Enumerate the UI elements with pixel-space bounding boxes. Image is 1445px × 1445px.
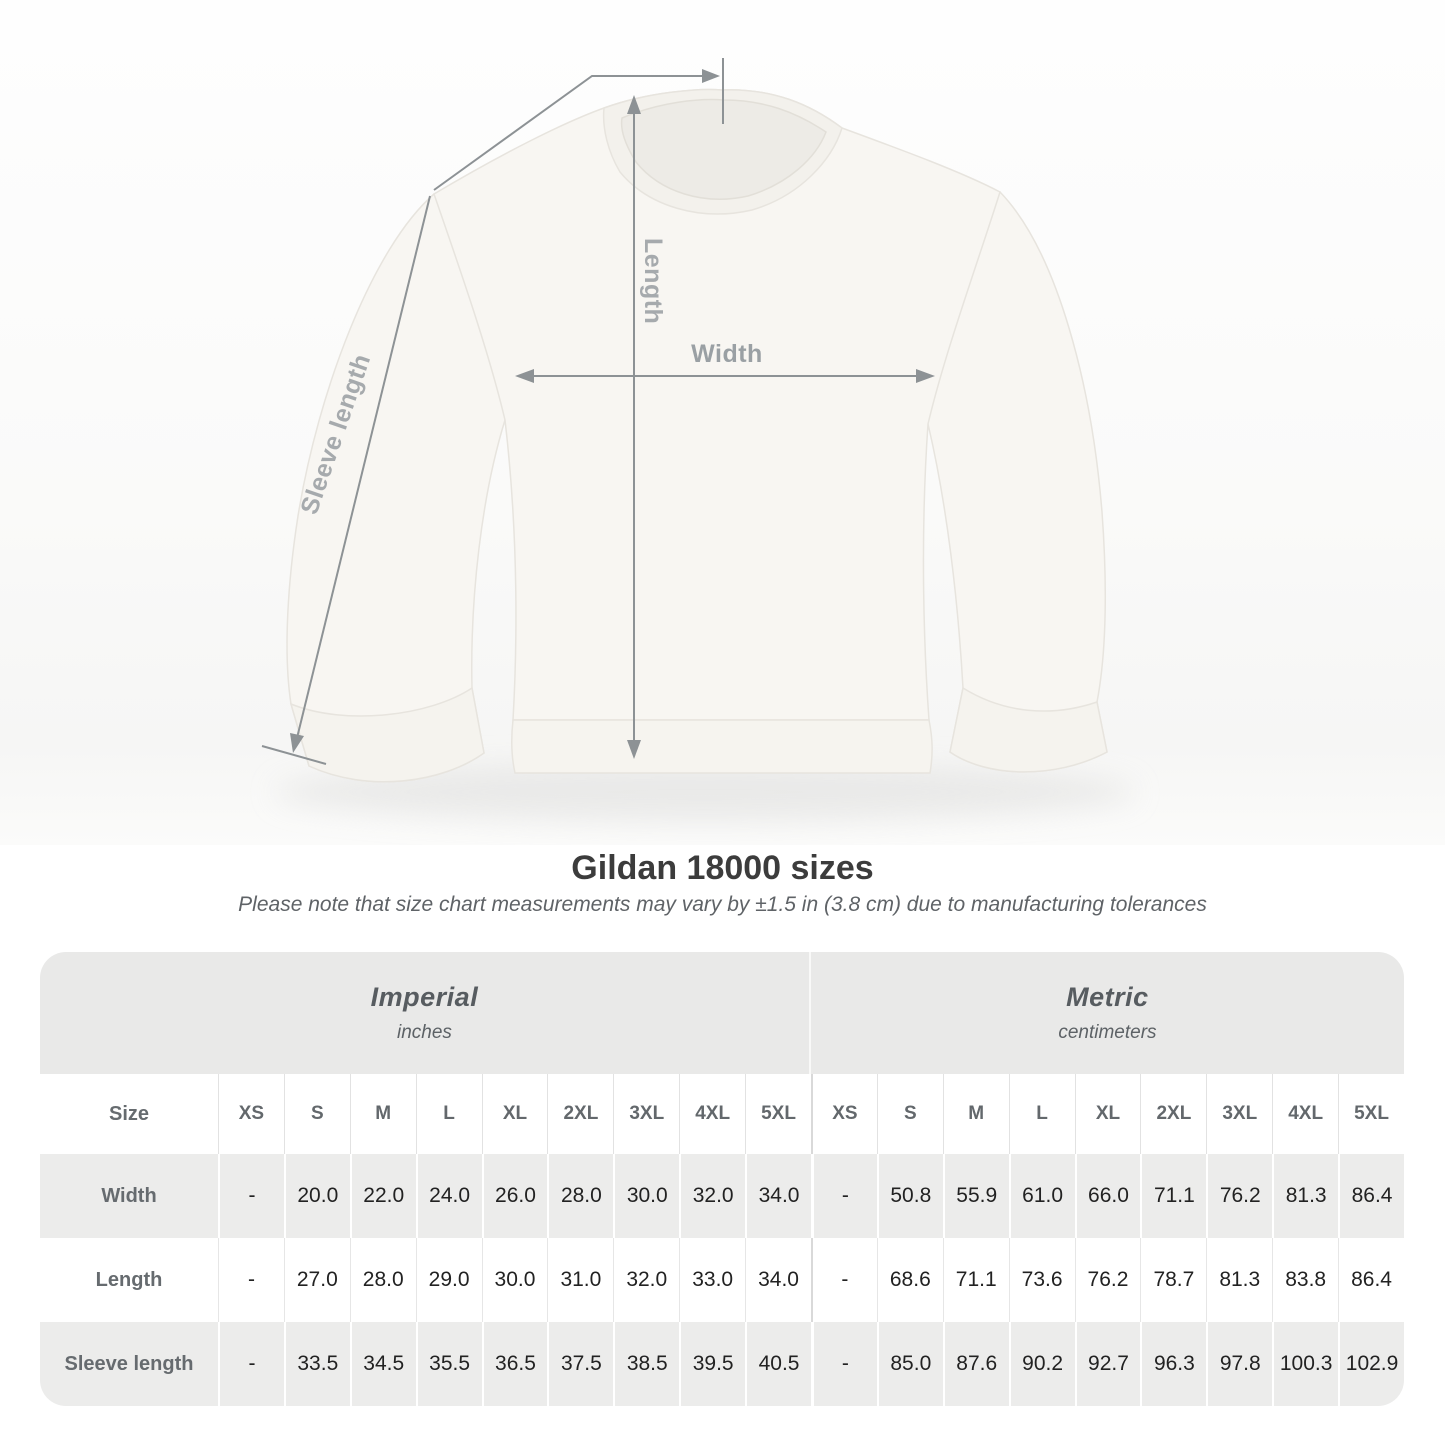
page-title: Gildan 18000 sizes [571, 849, 874, 887]
metric-value: - [811, 1322, 877, 1406]
metric-value: 85.0 [877, 1322, 943, 1406]
metric-value: - [811, 1154, 877, 1238]
size-header-metric-l: L [1009, 1074, 1075, 1154]
imperial-value: 40.5 [745, 1322, 811, 1406]
imperial-value: 32.0 [613, 1238, 679, 1322]
imperial-value: 34.5 [350, 1322, 416, 1406]
metric-value: 61.0 [1009, 1154, 1075, 1238]
imperial-value: 27.0 [284, 1238, 350, 1322]
imperial-header [40, 952, 809, 1074]
shoulder-arrow-right [702, 69, 720, 83]
size-header-imperial-5xl: 5XL [745, 1074, 811, 1154]
size-header-metric-s: S [877, 1074, 943, 1154]
metric-value: 78.7 [1140, 1238, 1206, 1322]
imperial-value: 34.0 [745, 1154, 811, 1238]
size-header-imperial-2xl: 2XL [547, 1074, 613, 1154]
imperial-title: Imperial [370, 982, 479, 1012]
imperial-value: - [218, 1238, 284, 1322]
metric-value: 90.2 [1009, 1322, 1075, 1406]
imperial-value: 30.0 [482, 1238, 548, 1322]
size-header-metric-xl: XL [1075, 1074, 1141, 1154]
imperial-value: 29.0 [416, 1238, 482, 1322]
imperial-value: 34.0 [745, 1238, 811, 1322]
metric-value: 68.6 [877, 1238, 943, 1322]
metric-value: 86.4 [1338, 1238, 1404, 1322]
imperial-value: 39.5 [679, 1322, 745, 1406]
metric-title: Metric [1066, 982, 1149, 1012]
imperial-value: 32.0 [679, 1154, 745, 1238]
imperial-value: 31.0 [547, 1238, 613, 1322]
metric-value: 86.4 [1338, 1154, 1404, 1238]
size-header-imperial-3xl: 3XL [613, 1074, 679, 1154]
imperial-value: 33.5 [284, 1322, 350, 1406]
size-header-imperial-m: M [350, 1074, 416, 1154]
metric-value: 50.8 [877, 1154, 943, 1238]
row-label-sleeve-length: Sleeve length [40, 1322, 218, 1406]
imperial-value: 30.0 [613, 1154, 679, 1238]
metric-value: 96.3 [1140, 1322, 1206, 1406]
metric-value: 73.6 [1009, 1238, 1075, 1322]
size-column-header: Size [108, 1102, 150, 1125]
metric-unit: centimeters [1058, 1022, 1157, 1043]
size-header-metric-m: M [943, 1074, 1009, 1154]
size-header-imperial-4xl: 4XL [679, 1074, 745, 1154]
imperial-value: 37.5 [547, 1322, 613, 1406]
imperial-value: 20.0 [284, 1154, 350, 1238]
size-chart-table [40, 952, 1404, 1406]
imperial-unit: inches [396, 1022, 452, 1043]
size-header-metric-4xl: 4XL [1272, 1074, 1338, 1154]
imperial-value: 26.0 [482, 1154, 548, 1238]
imperial-value: 35.5 [416, 1322, 482, 1406]
metric-value: 71.1 [1140, 1154, 1206, 1238]
row-label-width: Width [40, 1154, 218, 1238]
unit-header-band [40, 952, 1404, 1074]
metric-value: 71.1 [943, 1238, 1009, 1322]
row-label-length: Length [95, 1268, 163, 1291]
size-header-imperial-l: L [416, 1074, 482, 1154]
sleeve-length-label: Sleeve length [295, 350, 377, 518]
size-header-imperial-xs: XS [218, 1074, 284, 1154]
metric-value: 55.9 [943, 1154, 1009, 1238]
size-header-metric-3xl: 3XL [1206, 1074, 1272, 1154]
imperial-value: 28.0 [547, 1154, 613, 1238]
length-label: Length [639, 238, 667, 325]
imperial-value: 36.5 [482, 1322, 548, 1406]
size-header-imperial-xl: XL [482, 1074, 548, 1154]
metric-value: 66.0 [1075, 1154, 1141, 1238]
size-header-metric-5xl: 5XL [1338, 1074, 1404, 1154]
tolerance-note: Please note that size chart measurements may vary by ±1.5 in (3.8 cm) due to manufacturing tolerances [238, 893, 1207, 916]
imperial-value: 33.0 [679, 1238, 745, 1322]
imperial-value: - [218, 1322, 284, 1406]
metric-value: 76.2 [1206, 1154, 1272, 1238]
metric-value: 81.3 [1206, 1238, 1272, 1322]
size-chart-grid [40, 1074, 1404, 1406]
width-label: Width [691, 340, 763, 368]
metric-value: - [811, 1238, 877, 1322]
metric-value: 81.3 [1272, 1154, 1338, 1238]
imperial-value: 38.5 [613, 1322, 679, 1406]
metric-value: 83.8 [1272, 1238, 1338, 1322]
metric-value: 102.9 [1338, 1322, 1404, 1406]
metric-value: 76.2 [1075, 1238, 1141, 1322]
metric-value: 97.8 [1206, 1322, 1272, 1406]
imperial-value: 28.0 [350, 1238, 416, 1322]
metric-value: 100.3 [1272, 1322, 1338, 1406]
sweatshirt-waistband [512, 720, 932, 773]
size-header-metric-2xl: 2XL [1140, 1074, 1206, 1154]
metric-header [809, 952, 1404, 1074]
metric-value: 92.7 [1075, 1322, 1141, 1406]
metric-value: 87.6 [943, 1322, 1009, 1406]
size-header-imperial-s: S [284, 1074, 350, 1154]
size-header-metric-xs: XS [811, 1074, 877, 1154]
imperial-value: 24.0 [416, 1154, 482, 1238]
imperial-value: - [218, 1154, 284, 1238]
imperial-value: 22.0 [350, 1154, 416, 1238]
